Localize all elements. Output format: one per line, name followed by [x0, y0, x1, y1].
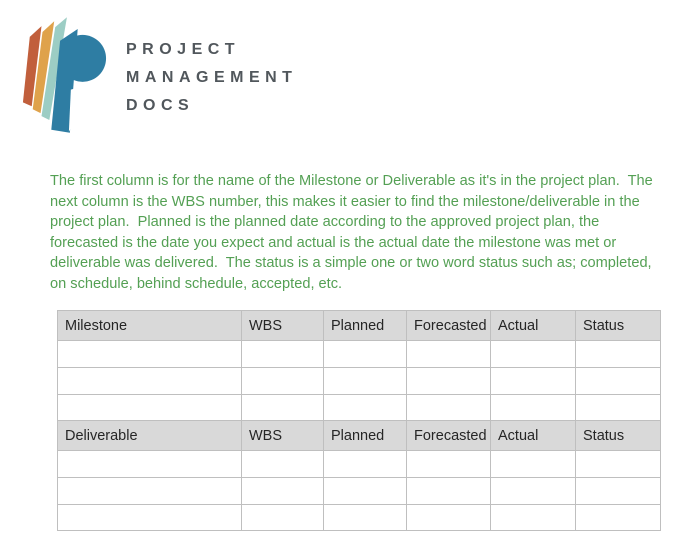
column-header-planned: Planned [324, 311, 407, 341]
project-management-docs-logo-icon [20, 13, 108, 137]
brand-name [126, 36, 297, 120]
column-header-actual: Actual [491, 421, 576, 451]
deliverable-header-row [58, 421, 661, 451]
empty-cell[interactable] [576, 451, 661, 478]
empty-cell[interactable] [324, 368, 407, 395]
empty-cell[interactable] [242, 395, 324, 421]
empty-cell[interactable] [491, 478, 576, 505]
deliverable-empty-row [58, 478, 661, 505]
empty-cell[interactable] [491, 395, 576, 421]
empty-cell[interactable] [242, 478, 324, 505]
deliverable-empty-row [58, 451, 661, 478]
column-header-milestone: Milestone [58, 311, 242, 341]
brand-name-line1: PROJECT [126, 41, 241, 58]
empty-cell[interactable] [576, 505, 661, 531]
empty-cell[interactable] [576, 478, 661, 505]
empty-cell[interactable] [407, 395, 491, 421]
empty-cell[interactable] [407, 341, 491, 368]
empty-cell[interactable] [576, 395, 661, 421]
column-header-forecasted: Forecasted [407, 311, 491, 341]
column-header-planned: Planned [324, 421, 407, 451]
deliverable-empty-row [58, 505, 661, 531]
column-header-status: Status [576, 311, 661, 341]
empty-cell[interactable] [576, 368, 661, 395]
empty-cell[interactable] [491, 451, 576, 478]
empty-cell[interactable] [58, 341, 242, 368]
column-header-wbs: WBS [242, 311, 324, 341]
empty-cell[interactable] [242, 368, 324, 395]
brand-name-line3: DOCS [126, 97, 195, 114]
column-header-actual: Actual [491, 311, 576, 341]
empty-cell[interactable] [58, 451, 242, 478]
empty-cell[interactable] [324, 395, 407, 421]
milestone-header-row [58, 311, 661, 341]
description-text: The first column is for the name of the Milestone or Deliverable as it's in the project plan. The next column is the WBS number, this makes it easier to find the milestone/deliverable in the project plan. Planned is the planned date according to the approved project plan, the forecasted is the date you expect and actual is the actual date the milestone was met or deliverable was delivered. The status is a simple one or two word status such as; completed, on schedule, behind schedule, accepted, etc. [50, 173, 657, 292]
empty-cell[interactable] [58, 505, 242, 531]
empty-cell[interactable] [324, 341, 407, 368]
empty-cell[interactable] [58, 478, 242, 505]
column-header-deliverable: Deliverable [58, 421, 242, 451]
milestone-empty-row [58, 395, 661, 421]
logo-p-bowl [59, 35, 106, 82]
empty-cell[interactable] [407, 368, 491, 395]
empty-cell[interactable] [491, 505, 576, 531]
empty-cell[interactable] [242, 505, 324, 531]
empty-cell[interactable] [324, 451, 407, 478]
empty-cell[interactable] [58, 368, 242, 395]
brand-header [20, 13, 297, 137]
empty-cell[interactable] [407, 478, 491, 505]
empty-cell[interactable] [58, 395, 242, 421]
milestone-empty-row [58, 341, 661, 368]
empty-cell[interactable] [491, 368, 576, 395]
empty-cell[interactable] [407, 451, 491, 478]
milestone-deliverable-table [57, 310, 661, 531]
empty-cell[interactable] [491, 341, 576, 368]
logo-p-notch [69, 82, 98, 132]
brand-name-line2: MANAGEMENT [126, 69, 298, 86]
empty-cell[interactable] [576, 341, 661, 368]
empty-cell[interactable] [324, 478, 407, 505]
column-header-wbs: WBS [242, 421, 324, 451]
column-header-forecasted: Forecasted [407, 421, 491, 451]
column-header-status: Status [576, 421, 661, 451]
empty-cell[interactable] [324, 505, 407, 531]
empty-cell[interactable] [242, 341, 324, 368]
empty-cell[interactable] [407, 505, 491, 531]
empty-cell[interactable] [242, 451, 324, 478]
milestone-empty-row [58, 368, 661, 395]
